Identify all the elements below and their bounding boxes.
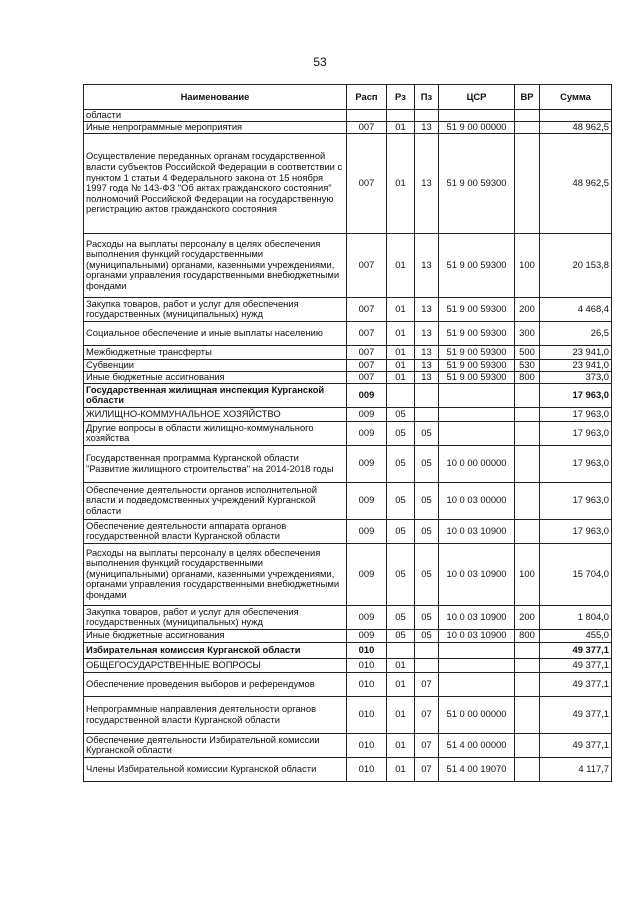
cell-sum: 49 377,1 [540, 733, 612, 757]
cell-rz: 05 [387, 543, 415, 605]
table-row [84, 233, 612, 297]
cell-rasp: 007 [347, 133, 387, 233]
cell-name: Обеспечение деятельности Избирательной комиссии Курганской области [84, 733, 347, 757]
cell-rasp: 007 [347, 371, 387, 383]
cell-pz [415, 658, 439, 672]
cell-rasp: 010 [347, 642, 387, 658]
cell-csr: 51 9 00 59300 [439, 321, 515, 345]
cell-pz: 13 [415, 345, 439, 359]
cell-vr [515, 658, 540, 672]
cell-sum: 455,0 [540, 629, 612, 642]
cell-name: ЖИЛИЩНО-КОММУНАЛЬНОЕ ХОЗЯЙСТВО [84, 407, 347, 421]
cell-csr [439, 658, 515, 672]
cell-name: Обеспечение проведения выборов и референдумов [84, 672, 347, 696]
cell-pz: 05 [415, 445, 439, 482]
cell-pz [415, 642, 439, 658]
cell-vr: 200 [515, 297, 540, 321]
cell-rz [387, 642, 415, 658]
header-csr: ЦСР [439, 85, 515, 110]
cell-pz [415, 383, 439, 407]
header-pz: Пз [415, 85, 439, 110]
table-row [84, 642, 612, 658]
cell-rz: 01 [387, 345, 415, 359]
cell-name: Обеспечение деятельности аппарата органов государственной власти Курганской области [84, 519, 347, 543]
cell-csr: 51 9 00 00000 [439, 121, 515, 133]
cell-rz [387, 383, 415, 407]
table-row [84, 519, 612, 543]
cell-rasp: 007 [347, 345, 387, 359]
cell-pz [415, 407, 439, 421]
table-row [84, 359, 612, 371]
cell-name: Иные бюджетные ассигнования [84, 371, 347, 383]
cell-vr: 800 [515, 371, 540, 383]
header-name: Наименование [84, 85, 347, 110]
cell-sum [540, 110, 612, 122]
table-row [84, 121, 612, 133]
cell-vr [515, 110, 540, 122]
cell-pz: 13 [415, 359, 439, 371]
table-row [84, 696, 612, 733]
cell-pz: 13 [415, 121, 439, 133]
cell-vr: 800 [515, 629, 540, 642]
cell-csr [439, 383, 515, 407]
cell-name: Закупка товаров, работ и услуг для обеспечения государственных (муниципальных) нужд [84, 297, 347, 321]
table-row [84, 297, 612, 321]
cell-sum: 48 962,5 [540, 133, 612, 233]
cell-rz: 05 [387, 407, 415, 421]
cell-sum: 4 117,7 [540, 757, 612, 781]
cell-name: ОБЩЕГОСУДАРСТВЕННЫЕ ВОПРОСЫ [84, 658, 347, 672]
cell-pz: 13 [415, 371, 439, 383]
table-body [84, 110, 612, 782]
cell-pz: 13 [415, 321, 439, 345]
cell-name: Расходы на выплаты персоналу в целях обеспечения выполнения функций государственными (муниципальными) органами, казенными учреждениями, органами управления государственными внебюджетными фондами [84, 233, 347, 297]
table-row [84, 482, 612, 519]
cell-sum: 17 963,0 [540, 421, 612, 445]
cell-csr: 51 9 00 59300 [439, 133, 515, 233]
table-row [84, 321, 612, 345]
cell-name: Осуществление переданных органам государственной власти субъектов Российской Федерации в соответствии с пунктом 1 статьи 4 Федерального закона от 15 ноября 1997 года № 143-ФЗ "Об актах гражданского состояния" полномочий Российской Федерации на государственную регистрацию актов гражданского состояния [84, 133, 347, 233]
cell-csr: 51 4 00 19070 [439, 757, 515, 781]
cell-rasp: 010 [347, 658, 387, 672]
cell-rz: 05 [387, 445, 415, 482]
cell-name: Иные бюджетные ассигнования [84, 629, 347, 642]
cell-rasp [347, 110, 387, 122]
table-row [84, 345, 612, 359]
cell-csr: 10 0 03 10900 [439, 519, 515, 543]
table-row [84, 110, 612, 122]
cell-csr: 10 0 00 00000 [439, 445, 515, 482]
cell-csr: 10 0 03 10900 [439, 629, 515, 642]
cell-sum: 15 704,0 [540, 543, 612, 605]
cell-csr: 51 9 00 59300 [439, 359, 515, 371]
cell-name: Непрограммные направления деятельности органов государственной власти Курганской области [84, 696, 347, 733]
cell-vr: 530 [515, 359, 540, 371]
budget-table [83, 84, 612, 782]
cell-vr [515, 445, 540, 482]
page-number: 53 [313, 55, 327, 69]
table-row [84, 757, 612, 781]
cell-pz: 13 [415, 297, 439, 321]
cell-name: Государственная программа Курганской области "Развитие жилищного строительства" на 2014-2018 годы [84, 445, 347, 482]
cell-rz: 01 [387, 297, 415, 321]
cell-rz: 01 [387, 371, 415, 383]
cell-name: Другие вопросы в области жилищно-коммунального хозяйства [84, 421, 347, 445]
cell-rasp: 009 [347, 543, 387, 605]
cell-vr [515, 519, 540, 543]
cell-rz: 01 [387, 672, 415, 696]
cell-rasp: 007 [347, 297, 387, 321]
cell-csr [439, 407, 515, 421]
cell-rasp: 009 [347, 421, 387, 445]
cell-sum: 17 963,0 [540, 383, 612, 407]
cell-sum: 26,5 [540, 321, 612, 345]
cell-vr: 100 [515, 543, 540, 605]
cell-rz: 01 [387, 757, 415, 781]
cell-name: Субвенции [84, 359, 347, 371]
cell-vr [515, 696, 540, 733]
cell-rz: 01 [387, 658, 415, 672]
cell-rz: 05 [387, 629, 415, 642]
header-rz: Рз [387, 85, 415, 110]
cell-vr [515, 482, 540, 519]
cell-sum: 48 962,5 [540, 121, 612, 133]
cell-rasp: 010 [347, 696, 387, 733]
cell-rasp: 007 [347, 233, 387, 297]
table-row [84, 658, 612, 672]
cell-sum: 49 377,1 [540, 642, 612, 658]
cell-rz: 05 [387, 519, 415, 543]
cell-vr [515, 407, 540, 421]
cell-rasp: 010 [347, 733, 387, 757]
cell-sum: 23 941,0 [540, 359, 612, 371]
cell-name: Межбюджетные трансферты [84, 345, 347, 359]
cell-name: Иные непрограммные мероприятия [84, 121, 347, 133]
cell-sum: 17 963,0 [540, 482, 612, 519]
cell-csr: 51 9 00 59300 [439, 371, 515, 383]
cell-pz: 13 [415, 233, 439, 297]
cell-rz: 05 [387, 482, 415, 519]
table-header-row [84, 85, 612, 110]
cell-csr [439, 110, 515, 122]
cell-sum: 17 963,0 [540, 519, 612, 543]
table-row [84, 407, 612, 421]
cell-csr: 51 9 00 59300 [439, 233, 515, 297]
cell-pz: 07 [415, 733, 439, 757]
cell-csr: 10 0 03 00000 [439, 482, 515, 519]
cell-csr: 10 0 03 10900 [439, 543, 515, 605]
cell-rasp: 010 [347, 757, 387, 781]
table-row [84, 629, 612, 642]
cell-csr [439, 672, 515, 696]
cell-rz [387, 110, 415, 122]
cell-pz: 07 [415, 672, 439, 696]
cell-name: Члены Избирательной комиссии Курганской области [84, 757, 347, 781]
cell-name: Расходы на выплаты персоналу в целях обеспечения выполнения функций государственными (муниципальными) органами, казенными учреждениями, органами управления государственными внебюджетными фондами [84, 543, 347, 605]
table-row [84, 445, 612, 482]
cell-vr: 200 [515, 605, 540, 629]
cell-sum: 17 963,0 [540, 407, 612, 421]
cell-pz: 05 [415, 605, 439, 629]
table-row [84, 672, 612, 696]
cell-pz: 05 [415, 482, 439, 519]
cell-name: Социальное обеспечение и иные выплаты населению [84, 321, 347, 345]
cell-rasp: 009 [347, 383, 387, 407]
cell-csr: 51 9 00 59300 [439, 297, 515, 321]
cell-pz [415, 110, 439, 122]
cell-rasp: 009 [347, 407, 387, 421]
cell-rasp: 010 [347, 672, 387, 696]
cell-sum: 23 941,0 [540, 345, 612, 359]
cell-pz: 05 [415, 543, 439, 605]
cell-vr: 500 [515, 345, 540, 359]
cell-rz: 05 [387, 421, 415, 445]
cell-vr [515, 672, 540, 696]
cell-name: Государственная жилищная инспекция Курганской области [84, 383, 347, 407]
cell-pz: 05 [415, 519, 439, 543]
cell-csr: 51 9 00 59300 [439, 345, 515, 359]
cell-csr [439, 421, 515, 445]
table-row [84, 733, 612, 757]
cell-csr: 51 4 00 00000 [439, 733, 515, 757]
cell-csr: 10 0 03 10900 [439, 605, 515, 629]
cell-csr: 51 0 00 00000 [439, 696, 515, 733]
table-row [84, 383, 612, 407]
cell-rz: 01 [387, 233, 415, 297]
cell-vr [515, 757, 540, 781]
cell-rz: 01 [387, 133, 415, 233]
cell-vr: 100 [515, 233, 540, 297]
cell-rasp: 007 [347, 359, 387, 371]
header-rasp: Расп [347, 85, 387, 110]
cell-pz: 05 [415, 629, 439, 642]
cell-vr: 300 [515, 321, 540, 345]
table-row [84, 421, 612, 445]
cell-name: области [84, 110, 347, 122]
cell-pz: 05 [415, 421, 439, 445]
cell-rasp: 009 [347, 482, 387, 519]
cell-rasp: 009 [347, 519, 387, 543]
cell-rasp: 007 [347, 321, 387, 345]
cell-sum: 49 377,1 [540, 672, 612, 696]
cell-vr [515, 383, 540, 407]
cell-vr [515, 642, 540, 658]
cell-vr [515, 121, 540, 133]
cell-sum: 17 963,0 [540, 445, 612, 482]
cell-rz: 01 [387, 696, 415, 733]
cell-rasp: 009 [347, 445, 387, 482]
cell-sum: 49 377,1 [540, 696, 612, 733]
cell-vr [515, 733, 540, 757]
cell-name: Закупка товаров, работ и услуг для обеспечения государственных (муниципальных) нужд [84, 605, 347, 629]
cell-sum: 373,0 [540, 371, 612, 383]
cell-name: Избирательная комиссия Курганской области [84, 642, 347, 658]
cell-rz: 01 [387, 733, 415, 757]
cell-rz: 05 [387, 605, 415, 629]
cell-name: Обеспечение деятельности органов исполнительной власти и подведомственных учреждений Курганской области [84, 482, 347, 519]
cell-rasp: 007 [347, 121, 387, 133]
header-sum: Сумма [540, 85, 612, 110]
cell-sum: 20 153,8 [540, 233, 612, 297]
cell-pz: 07 [415, 757, 439, 781]
cell-csr [439, 642, 515, 658]
cell-sum: 1 804,0 [540, 605, 612, 629]
cell-sum: 49 377,1 [540, 658, 612, 672]
cell-rasp: 009 [347, 629, 387, 642]
table-row [84, 133, 612, 233]
table-row [84, 371, 612, 383]
header-vr: ВР [515, 85, 540, 110]
cell-vr [515, 133, 540, 233]
table-row [84, 605, 612, 629]
cell-rz: 01 [387, 359, 415, 371]
cell-rasp: 009 [347, 605, 387, 629]
cell-rz: 01 [387, 321, 415, 345]
table-row [84, 543, 612, 605]
cell-rz: 01 [387, 121, 415, 133]
cell-vr [515, 421, 540, 445]
cell-pz: 13 [415, 133, 439, 233]
cell-pz: 07 [415, 696, 439, 733]
cell-sum: 4 468,4 [540, 297, 612, 321]
